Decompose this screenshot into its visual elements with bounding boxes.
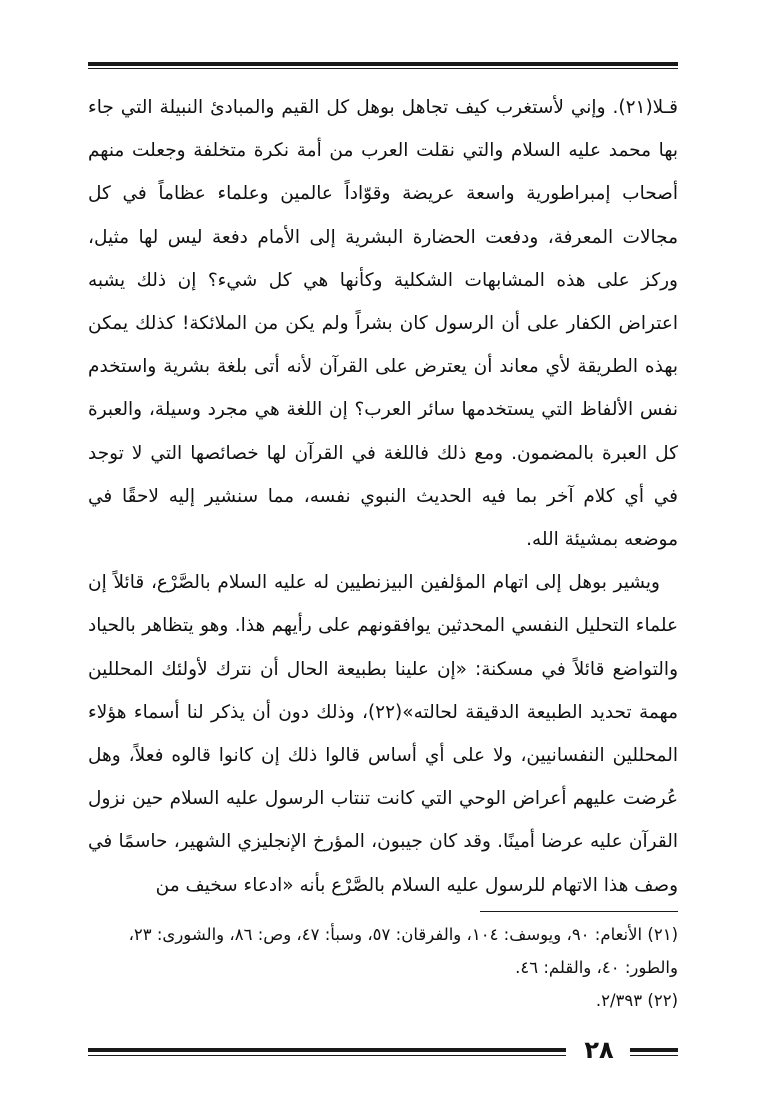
page-number: ٢٨	[584, 1036, 614, 1064]
footnote-line-3: (٢٢) ٢/٣٩٣.	[595, 991, 678, 1010]
footnote-separator	[480, 911, 678, 912]
footnotes	[88, 918, 678, 1017]
footnote-line-2: والطور: ٤٠، والقلم: ٤٦.	[515, 958, 678, 977]
paragraph-2	[88, 561, 678, 907]
header-rule-thick	[88, 62, 678, 66]
footer-rule-thin	[88, 1055, 566, 1056]
paragraph-1: قـلا(٢١). وإني لأستغرب كيف تجاهل بوهل كل القيم والمبادئ النبيلة التي جاء بها محمد عليه السلام والتي نقلت العرب من أمة نكرة متخلفة وجعلت منهم أصحاب إمبراطورية واسعة عريضة وقوّاداً عالمين وعلماء عظاماً في كل مجالات المعرفة، ودفعت الحضارة البشرية إلى الأمام دفعة ليس لها مثيل، وركز على هذه المشابهات الشكلية وكأنها هي كل شيء؟ إن ذلك يشبه اعتراض الكفار على أن الرسول كان بشراً ولم يكن من الملائكة! كذلك يمكن بهذه الطريقة لأي معاند أن يعترض على القرآن لأنه أتى بلغة بشرية واستخدم نفس الألفاظ التي يستخدمها سائر العرب؟ إن اللغة هي مجرد وسيلة، والعبرة كل العبرة بالمضمون. ومع ذلك فاللغة في القرآن لها خصائصها التي لا توجد في أي كلام آخر بما فيه الحديث النبوي نفسه، مما سنشير إليه لاحقًا في موضعه بمشيئة الله.	[88, 97, 678, 551]
paragraph-2-text: ويشير بوهل إلى اتهام المؤلفين البيزنطيين له عليه السلام بالصَّرْع، قائلاً إن علماء التحليل النفسي المحدثين يوافقونهم على رأيهم هذا. وهو يتظاهر بالحياد والتواضع قائلاً في مسكنة: «إن علينا بطبيعة الحال أن نترك لأولئك المحللين مهمة تحديد الطبيعة الدقيقة لحالته»(٢٢)، وذلك دون أن يذكر لنا أسماء هؤلاء المحللين النفسانيين، ولا على أي أساس قالوا ذلك إن كانوا قالوه فعلاً، وهل عُرضت عليهم أعراض الوحي التي كانت تنتاب الرسول عليه السلام حين نزول القرآن عليه عرضا أمينًا. وقد كان جيبون، المؤرخ الإنجليزي الشهير، حاسمًا في وصف هذا الاتهام للرسول عليه السلام بالصَّرْع بأنه «ادعاء سخيف من	[88, 572, 678, 896]
footer-rule-right-thin	[630, 1055, 678, 1056]
footer-rule-right-thick	[630, 1048, 678, 1052]
footnote-line-1: (٢١) الأنعام: ٩٠، ويوسف: ١٠٤، والفرقان: ٥٧، وسبأ: ٤٧، وص: ٨٦، والشورى: ٢٣،	[128, 925, 678, 944]
footer-rule-thick	[88, 1048, 566, 1052]
header-rule-thin	[88, 68, 678, 69]
main-text	[88, 86, 678, 907]
